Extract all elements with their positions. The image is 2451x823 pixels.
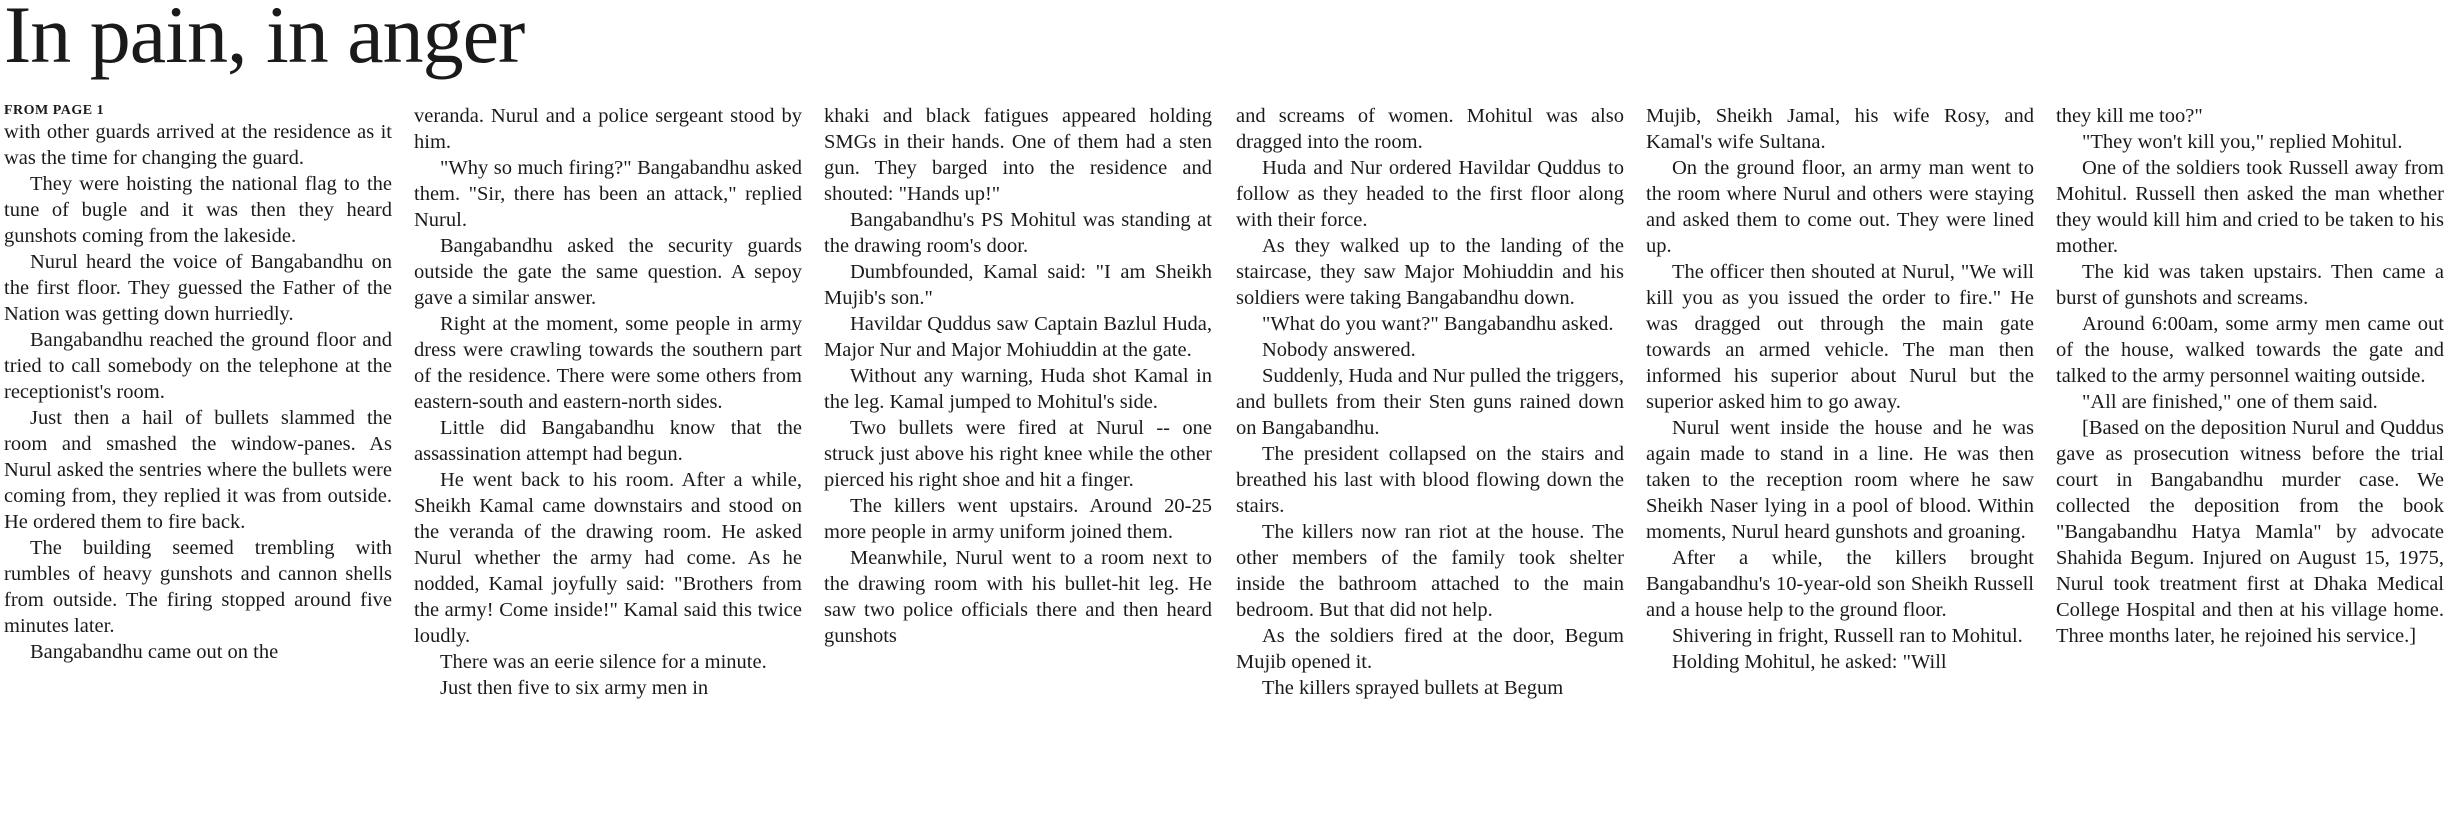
kicker: FROM PAGE 1 (4, 103, 105, 118)
paragraph: The building seemed trembling with rumbles of heavy gunshots and cannon shells from outside. The firing stopped around five minutes later. (4, 537, 392, 637)
paragraph: The killers sprayed bullets at Begum (1262, 677, 1564, 699)
paragraph: [Based on the deposition Nurul and Quddus gave as prosecution witness before the trial court in Bangabandhu murder case. We collected the deposition from the book "Bangabandhu Hatya Mamla" by advocate Shahida Begum. Injured on August 15, 1975, Nurul took treatment first at Dhaka Medical College Hospital and then at his village home. Three months later, he rejoined his service.] (2056, 417, 2444, 647)
paragraph: Meanwhile, Nurul went to a room next to the drawing room with his bullet-hit leg. He saw two police officials there and then heard gunshots (824, 547, 1212, 647)
paragraph: They were hoisting the national flag to the tune of bugle and it was then they heard gunshots coming from the lakeside. (4, 173, 392, 247)
paragraph: "They won't kill you," replied Mohitul. (2082, 131, 2403, 153)
paragraph: Without any warning, Huda shot Kamal in the leg. Kamal jumped to Mohitul's side. (824, 365, 1212, 413)
paragraph: "All are finished," one of them said. (2082, 391, 2378, 413)
paragraph: Huda and Nur ordered Havildar Quddus to follow as they headed to the first floor along with their force. (1236, 157, 1624, 231)
paragraph: "Why so much firing?" Bangabandhu asked them. "Sir, there has been an attack," replied Nurul. (414, 157, 802, 231)
paragraph: Nurul heard the voice of Bangabandhu on the first floor. They guessed the Father of the Nation was getting down hurriedly. (4, 251, 392, 325)
paragraph: Nurul went inside the house and he was again made to stand in a line. He was then taken to the reception room where he saw Sheikh Naser lying in a pool of blood. Within moments, Nurul heard gunshots and groaning. (1646, 417, 2034, 543)
paragraph: There was an eerie silence for a minute. (440, 651, 767, 673)
paragraph: Mujib, Sheikh Jamal, his wife Rosy, and Kamal's wife Sultana. (1646, 105, 2034, 153)
paragraph: Bangabandhu came out on the (30, 641, 279, 663)
paragraph: Havildar Quddus saw Captain Bazlul Huda, Major Nur and Major Mohiuddin at the gate. (824, 313, 1212, 361)
paragraph: they kill me too?" (2056, 105, 2203, 127)
paragraph: khaki and black fatigues appeared holding SMGs in their hands. One of them had a sten gun. They barged into the residence and shouted: "Hands up!" (824, 105, 1212, 205)
article-body (4, 103, 2444, 819)
paragraph: with other guards arrived at the residence as it was the time for changing the guard. (4, 121, 392, 169)
paragraph: The president collapsed on the stairs and breathed his last with blood flowing down the stairs. (1236, 443, 1624, 517)
paragraph: On the ground floor, an army man went to the room where Nurul and others were staying and asked them to come out. They were lined up. (1646, 157, 2034, 257)
paragraph: The killers now ran riot at the house. The other members of the family took shelter inside the bathroom attached to the main bedroom. But that did not help. (1236, 521, 1624, 621)
paragraph: The officer then shouted at Nurul, "We will kill you as you issued the order to fire." He was dragged out through the main gate towards an armed vehicle. The man then informed his superior about Nurul but the superior asked him to go away. (1646, 261, 2034, 413)
paragraph: Holding Mohitul, he asked: "Will (1672, 651, 1947, 673)
paragraph: He went back to his room. After a while, Sheikh Kamal came downstairs and stood on the veranda of the drawing room. He asked Nurul whether the army had come. As he nodded, Kamal joyfully said: "Brothers from the army! Come inside!" Kamal said this twice loudly. (414, 469, 802, 647)
paragraph: Nobody answered. (1262, 339, 1416, 361)
article-column-3 (824, 103, 1212, 819)
paragraph: veranda. Nurul and a police sergeant stood by him. (414, 105, 802, 153)
article-column-5 (1646, 103, 2034, 819)
headline: In pain, in anger (4, 0, 525, 80)
paragraph: As they walked up to the landing of the staircase, they saw Major Mohiuddin and his soldiers were taking Bangabandhu down. (1236, 235, 1624, 309)
article-column-2 (414, 103, 802, 819)
paragraph: Two bullets were fired at Nurul -- one struck just above his right knee while the other pierced his right shoe and hit a finger. (824, 417, 1212, 491)
paragraph: The kid was taken upstairs. Then came a burst of gunshots and screams. (2056, 261, 2444, 309)
paragraph: Bangabandhu asked the security guards outside the gate the same question. A sepoy gave a similar answer. (414, 235, 802, 309)
paragraph: Suddenly, Huda and Nur pulled the triggers, and bullets from their Sten guns rained down on Bangabandhu. (1236, 365, 1624, 439)
article-column-6 (2056, 103, 2444, 819)
article-column-4 (1236, 103, 1624, 819)
paragraph: Shivering in fright, Russell ran to Mohitul. (1672, 625, 2023, 647)
paragraph: As the soldiers fired at the door, Begum Mujib opened it. (1236, 625, 1624, 673)
paragraph: and screams of women. Mohitul was also dragged into the room. (1236, 105, 1624, 153)
paragraph: One of the soldiers took Russell away from Mohitul. Russell then asked the man whether they would kill him and cried to be taken to his mother. (2056, 157, 2444, 257)
paragraph: Right at the moment, some people in army dress were crawling towards the southern part of the residence. There were some others from eastern-south and eastern-north sides. (414, 313, 802, 413)
paragraph: Dumbfounded, Kamal said: "I am Sheikh Mujib's son." (824, 261, 1212, 309)
paragraph: Bangabandhu reached the ground floor and tried to call somebody on the telephone at the receptionist's room. (4, 329, 392, 403)
paragraph: Little did Bangabandhu know that the assassination attempt had begun. (414, 417, 802, 465)
paragraph: Around 6:00am, some army men came out of the house, walked towards the gate and talked to the army personnel waiting outside. (2056, 313, 2444, 387)
paragraph: Bangabandhu's PS Mohitul was standing at the drawing room's door. (824, 209, 1212, 257)
paragraph: Just then a hail of bullets slammed the room and smashed the window-panes. As Nurul asked the sentries where the bullets were coming from, they replied it was from outside. He ordered them to fire back. (4, 407, 392, 533)
paragraph: Just then five to six army men in (440, 677, 709, 699)
paragraph: The killers went upstairs. Around 20-25 more people in army uniform joined them. (824, 495, 1212, 543)
article-column-1 (4, 103, 392, 819)
paragraph: After a while, the killers brought Bangabandhu's 10-year-old son Sheikh Russell and a house help to the ground floor. (1646, 547, 2034, 621)
paragraph: "What do you want?" Bangabandhu asked. (1262, 313, 1614, 335)
